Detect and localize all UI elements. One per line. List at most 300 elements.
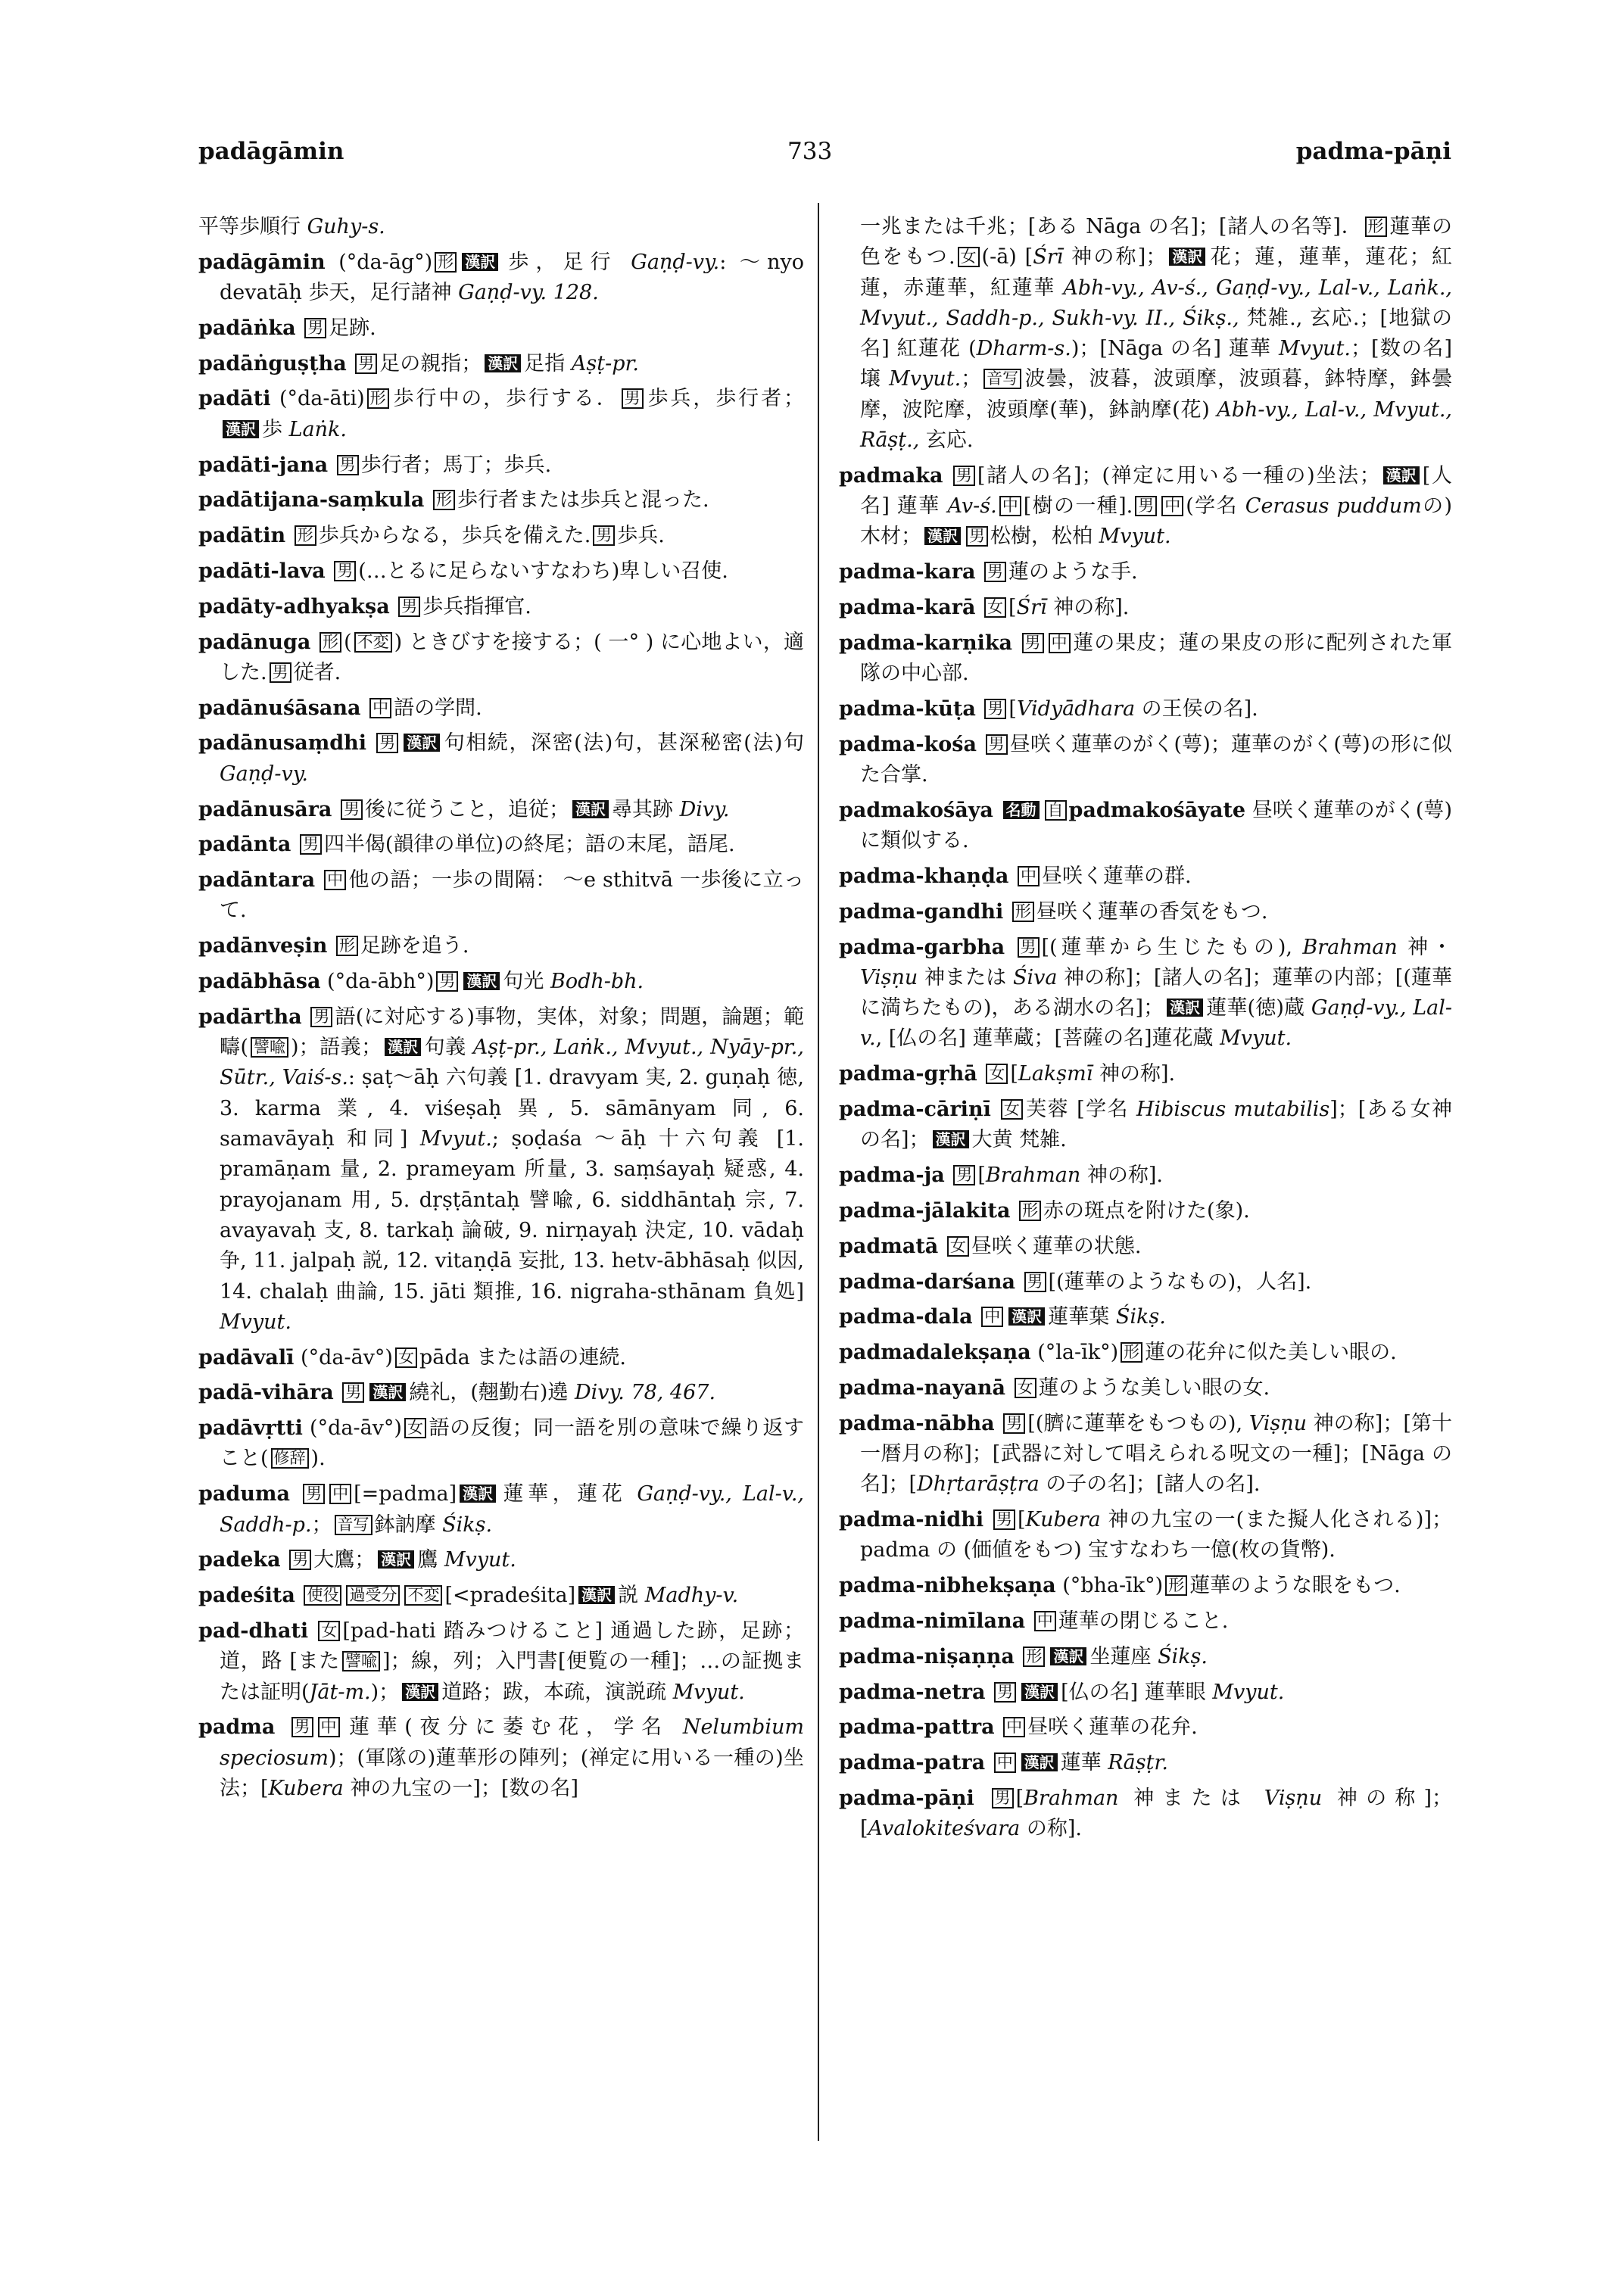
dictionary-entry (839, 1373, 1452, 1404)
entry-text: [人名] 蓮華 (860, 463, 1452, 519)
dictionary-entry (198, 628, 804, 689)
dictionary-entry (839, 1784, 1452, 1845)
pos-badge: 中 (1049, 633, 1071, 653)
entry-text: 昼咲く蓮華の香気をもつ. (1036, 899, 1268, 924)
entry-text: 蓮華 (1060, 1751, 1102, 1775)
dictionary-entry-continued (839, 212, 1452, 456)
entry-text: 歩兵. (617, 524, 665, 548)
headword: padma-karā (839, 596, 976, 620)
entry-text: の称]. (1026, 1817, 1082, 1841)
translation-badge: 漢訳 (404, 734, 440, 752)
translation-badge: 漢訳 (1021, 1753, 1058, 1771)
entry-text: [仏の名] 蓮華眼 (1061, 1680, 1206, 1704)
dictionary-entry (198, 1581, 804, 1611)
entry-text: 昼咲く蓮華の状態. (971, 1234, 1142, 1258)
headword: padma-pāṇi (839, 1786, 974, 1810)
pos-badge: 中 (981, 1307, 1003, 1327)
entry-text: 一兆または千兆；[ある Nāga の名]；[諸人の名等]． (860, 215, 1363, 238)
entry-text: 道路；跋，本疏，演説疏 (441, 1680, 667, 1704)
pos-badge: 中 (369, 698, 391, 718)
entry-text: (°bha-īk°) (1062, 1574, 1164, 1598)
entry-text: 神または (1133, 1786, 1250, 1810)
header-left-headword: padāgāmin (198, 138, 344, 165)
entry-text: : ～nyo devatāḥ 歩天，足行諸神 (220, 250, 805, 305)
dictionary-entry (198, 728, 804, 790)
headword: padāntara (198, 868, 316, 893)
pos-badge: 男 (398, 597, 420, 617)
transliteration-badge: 音写 (983, 369, 1021, 389)
pos-badge: 中 (329, 1484, 351, 1504)
headword: padānusāra (198, 797, 332, 821)
entry-text: 四半偈(韻律の単位)の終尾；語の末尾，語尾. (323, 833, 735, 857)
headword: padāvalī (198, 1345, 295, 1369)
dictionary-entry (839, 933, 1452, 1055)
source-ref: Aṣṭ-pr., Laṅk., Mvyut., Nyāy-pr., Sūtr., Vaiś-s. (220, 1036, 804, 1090)
pos-badge: 形 (1121, 1342, 1142, 1363)
entry-text: 神の称]； (1071, 245, 1167, 269)
dictionary-entry (198, 1479, 804, 1541)
source-ref: Madhy-v. (644, 1584, 739, 1608)
source-ref: Mvyut. (1212, 1680, 1285, 1704)
deity-name: Viṣṇu (860, 965, 918, 989)
source-ref: Mvyut. (444, 1548, 516, 1572)
entry-text: ]；[ある女神の名]； (860, 1098, 1452, 1152)
headword: padāti-jana (198, 453, 329, 477)
pos-badge: 形 (367, 388, 389, 409)
pos-badge: 男 (1022, 633, 1044, 653)
entry-text: ) ときびすを接する；( 一° ) に心地よい，適した. (220, 630, 804, 684)
dictionary-entry (198, 967, 804, 997)
entry-text: 神の九宝の一]；[数の名] (350, 1776, 578, 1800)
dictionary-entry (839, 694, 1452, 724)
translation-badge: 漢訳 (223, 420, 259, 438)
entry-text: (-ā) [ (981, 245, 1033, 269)
entry-text: 神の称]. (1053, 596, 1130, 620)
entry-text: (°da-ābh°) (327, 970, 435, 994)
dictionary-entry (839, 796, 1452, 857)
dictionary-entry (839, 1232, 1452, 1262)
headword: padānta (198, 833, 291, 857)
source-ref: Gaṇḍ-vy. (631, 250, 720, 274)
pos-badge: 形 (336, 936, 358, 956)
pos-badge: 過受分 (346, 1585, 400, 1606)
entry-text: 歩兵，歩行者； (645, 387, 804, 411)
entry-text: , [仏の名] 蓮華蔵；[菩薩の名]蓮花蔵 (875, 1027, 1214, 1051)
pos-badge: 中 (1034, 1611, 1056, 1631)
deity-name: Viṣṇu (1264, 1786, 1323, 1810)
pos-badge: 男 (986, 734, 1008, 755)
pos-badge: 男 (337, 455, 359, 475)
dictionary-entry (198, 384, 804, 445)
entry-text: 句光 (503, 970, 544, 994)
dictionary-entry (198, 313, 804, 344)
dictionary-entry (839, 897, 1452, 927)
pos-badge: 男 (303, 1484, 325, 1504)
entry-text: ]；線，列；入門書[便覧の一種]；…の証拠または証明( (220, 1650, 804, 1704)
pos-badge: 男 (300, 834, 322, 855)
pos-badge: 男 (291, 1717, 313, 1737)
entry-text: 大鷹； (313, 1548, 376, 1572)
source-ref: Divy. 78, 467. (575, 1381, 716, 1405)
entry-text: 神の九宝の一(また擬人化される)]；padma の (価値をもつ) 宝すなわち一億(枚の貨幣). (860, 1508, 1452, 1562)
pos-badge: 形 (1012, 902, 1034, 922)
dictionary-entry (198, 592, 804, 622)
headword: padma-nibhekṣaṇa (839, 1574, 1056, 1598)
pos-badge: 形 (435, 252, 457, 273)
translation-badge: 漢訳 (1008, 1307, 1045, 1326)
entry-text: 神の称]. (1086, 1164, 1163, 1188)
headword: padānuga (198, 630, 311, 654)
entry-text: 足指 (524, 351, 566, 375)
entry-text: 説 (618, 1584, 639, 1608)
scientific-name: Nelumbium speciosum (220, 1715, 804, 1770)
headword: padānveṣin (198, 934, 328, 958)
dictionary-entry (198, 865, 804, 927)
entry-text: 昼咲く蓮華のがく(萼)に類似する. (860, 798, 1452, 853)
entry-text: 赤の斑点を附けた(象). (1043, 1198, 1250, 1223)
pos-badge: 自 (1045, 800, 1067, 821)
source-ref: Dharm-s. (976, 337, 1071, 361)
right-column (839, 212, 1452, 1849)
headword: padānuśāsana (198, 696, 361, 720)
pos-badge: 女 (404, 1418, 426, 1438)
pos-badge: 男 (334, 561, 356, 581)
entry-text: 昼咲く蓮華の花弁. (1027, 1715, 1198, 1740)
headword: padābhāsa (198, 970, 321, 994)
headword: padmadalekṣaṇa (839, 1341, 1031, 1365)
headword: padma-patra (839, 1751, 986, 1775)
pos-badge: 男 (622, 388, 644, 409)
entry-text: (°da-āti) (279, 387, 365, 411)
translation-badge: 漢訳 (402, 1683, 438, 1701)
entry-text: [ (1015, 1786, 1024, 1810)
entry-text: 蓮華の閉じること. (1058, 1609, 1229, 1633)
entry-text: (°da-āg°) (338, 250, 433, 274)
deity-name: Brahman (1302, 935, 1398, 959)
headword: padma-kūṭa (839, 696, 976, 721)
source-ref: Aṣṭ-pr. (571, 351, 640, 375)
dictionary-entry (839, 593, 1452, 623)
entry-text: [ (977, 1164, 986, 1188)
translation-badge: 漢訳 (572, 800, 609, 818)
dictionary-entry (839, 1748, 1452, 1778)
entry-text: 花；蓮，蓮華，蓮花；紅蓮，赤蓮華，紅蓮華 (860, 245, 1452, 300)
entry-text: )； (370, 1680, 400, 1704)
headword: paduma (198, 1482, 290, 1506)
pos-badge: 男 (994, 1682, 1016, 1703)
pos-badge: 男 (1135, 496, 1157, 516)
left-column (198, 212, 804, 1809)
entry-text: 蓮華の色をもつ. (860, 215, 1453, 269)
source-ref: Mvyut. (1220, 1027, 1292, 1051)
entry-text: 大黄 (971, 1128, 1013, 1152)
dictionary-entry (198, 1378, 804, 1408)
entry-text: 波曇，波暮，波頭摩，波頭暮，鉢特摩，鉢曇摩，波陀摩，波頭摩(華)，鉢訥摩(花) (860, 367, 1452, 422)
entry-text: (°da-āv°) (301, 1345, 393, 1369)
entry-text: : ṣaṭ～āḥ 六句義 [1. dravyam 実, 2. guṇaḥ 徳, 3. karma 業, 4. viśeṣaḥ 異, 5. sāmānyam 同, 6. samavāyaḥ 和同] (220, 1066, 805, 1151)
pos-badge: 男 (1018, 937, 1040, 958)
entry-text: 蓮のような手. (1008, 560, 1138, 584)
dictionary-entry (839, 628, 1452, 690)
source-ref: Gaṇḍ-vy., Lal-v. (860, 996, 1452, 1051)
pos-badge: 男 (304, 318, 326, 338)
headword: padātin (198, 524, 286, 548)
pos-badge: 形 (320, 632, 341, 653)
dictionary-entry (839, 1606, 1452, 1637)
entry-text: 松樹，松柏 (990, 525, 1093, 549)
translation-badge: 漢訳 (378, 1550, 414, 1569)
headword: padātijana-saṃkula (198, 488, 425, 512)
pos-badge: 譬喩 (251, 1037, 288, 1058)
translation-badge: 漢訳 (1021, 1683, 1058, 1701)
headword: padma-cāriṇī (839, 1098, 991, 1122)
headword: padāty-adhyakṣa (198, 594, 390, 618)
headword: padma-pattra (839, 1715, 995, 1740)
dictionary-entry (839, 1267, 1452, 1298)
source-ref: Laṅk. (288, 417, 347, 441)
headword: padeka (198, 1548, 281, 1572)
entry-text: 神・ (1407, 935, 1452, 959)
headword: padma-dala (839, 1305, 973, 1329)
entry-text: ；[数の名] 壌 (860, 337, 1452, 391)
translation-badge: 漢訳 (485, 354, 521, 372)
dictionary-entry (198, 1413, 804, 1475)
dictionary-entry (198, 521, 804, 551)
entry-text: [ (1010, 1062, 1018, 1086)
dictionary-entry (198, 1616, 804, 1708)
headword: padāti-lava (198, 559, 326, 583)
entry-text: 梵雑., 玄応.；[地獄の名] 紅蓮花 ( (860, 306, 1452, 361)
headword: padmatā (839, 1234, 939, 1258)
dictionary-entry (198, 212, 804, 242)
pos-badge: 女 (1001, 1099, 1023, 1120)
deity-name: Kubera (268, 1776, 344, 1800)
pos-badge: 女 (1015, 1378, 1036, 1398)
dictionary-entry (198, 795, 804, 825)
deity-name: Śrī (1016, 596, 1047, 620)
deity-name: Lakṣmī (1018, 1062, 1093, 1086)
entry-text: 歩行中の，歩行する． (391, 387, 619, 411)
entry-text: ； (961, 367, 982, 391)
pos-badge: 男 (270, 662, 291, 683)
headword: padma-khaṇḍa (839, 864, 1009, 888)
deity-name: Viṣṇu (1248, 1411, 1307, 1435)
headword: padma-jālakita (839, 1198, 1011, 1223)
pos-badge: 男 (355, 354, 377, 374)
dictionary-entry (839, 461, 1452, 553)
headword: padāṅka (198, 316, 296, 340)
headword: padma-nayanā (839, 1375, 1005, 1400)
source-ref: Jāt-m. (309, 1680, 371, 1704)
dictionary-entry (839, 1196, 1452, 1226)
entry-text: 句義 (424, 1036, 466, 1060)
entry-text: 後に従うこと，追従； (365, 797, 570, 821)
dictionary-entry (839, 1505, 1452, 1566)
headword: padma-kośa (839, 732, 977, 756)
entry-text: (学名 (1186, 494, 1238, 519)
entry-text: 蓮華葉 (1048, 1305, 1110, 1329)
entry-text: pāda または語の連続. (419, 1345, 626, 1369)
dictionary-entry (839, 1302, 1452, 1332)
source-ref: Mvyut. (419, 1127, 492, 1151)
source-ref: Abh-vy., Av-ś., Gaṇḍ-vy., Lal-v., Laṅk., Mvyut., Saddh-p., Sukh-vy. II., Śikṣ., (860, 276, 1452, 330)
entry-text: 繞礼，(翹勤右)遶 (409, 1381, 569, 1405)
entry-text: 蓮の果皮；蓮の果皮の形に配列された軍隊の中心部. (860, 631, 1452, 686)
entry-text: [ (1017, 1508, 1026, 1532)
dictionary-entry (839, 1678, 1452, 1708)
scientific-name: Cerasus puddum (1245, 494, 1422, 519)
dictionary-entry (839, 1161, 1452, 1191)
pos-badge: 形 (1023, 1647, 1045, 1667)
translation-badge: 漢訳 (1050, 1647, 1086, 1665)
dictionary-entry (198, 1712, 804, 1804)
entry-text: [pad-hati 踏みつけること] 通過した跡，足跡；道，路 [また (220, 1618, 804, 1674)
headword: padma-gṛhā (839, 1062, 977, 1086)
pos-badge: 男 (953, 1165, 975, 1185)
dictionary-entry (839, 1095, 1452, 1156)
translation-badge: 漢訳 (1383, 466, 1420, 484)
headword: padā-vihāra (198, 1381, 334, 1405)
pos-badge: 男 (341, 799, 363, 820)
entry-text: [(臍に蓮華をもつもの), (1027, 1411, 1243, 1435)
entry-text: 平等歩順行 (198, 215, 301, 238)
entry-text: )；[Nāga の名] 蓮華 (1071, 337, 1272, 361)
dictionary-entry (198, 349, 804, 379)
pos-badge: 男 (992, 1788, 1014, 1809)
entry-text: 歩，足行 (501, 250, 618, 274)
entry-text: 歩行者；馬丁；歩兵. (360, 453, 552, 477)
source-ref: Mvyut. (672, 1680, 745, 1704)
entry-text: 蓮華(夜分に萎む花，学名 (341, 1715, 669, 1740)
entry-text: 歩兵指揮官. (422, 594, 531, 618)
entry-text: 神の称]. (1099, 1062, 1176, 1086)
pos-badge: 不変 (354, 632, 392, 653)
source-ref: Gaṇḍ-vy., Lal-v., Saddh-p. (220, 1482, 804, 1537)
dictionary-entry (198, 693, 804, 724)
deity-name: Brahman (985, 1164, 1081, 1188)
dictionary-entry (839, 1409, 1452, 1500)
headword: padānusaṃdhi (198, 731, 367, 756)
dictionary-entry (839, 730, 1452, 791)
dictionary-entry (198, 1545, 804, 1575)
entry-text: 尋其跡 (612, 797, 674, 821)
entry-text: 鷹 (417, 1548, 438, 1572)
source-ref: Guhy-s. (307, 215, 385, 238)
entry-text: 坐蓮座 (1089, 1644, 1152, 1668)
pos-badge: 女 (986, 1064, 1008, 1084)
entry-text: [(蓮華のようなもの)，人名]. (1048, 1270, 1312, 1294)
entry-text: [樹の一種]. (1023, 494, 1133, 519)
entry-text: 歩 (262, 417, 282, 441)
source-ref: Gaṇḍ-vy. 128. (458, 281, 599, 305)
headword: padāgāmin (198, 250, 326, 274)
deity-name: Śrī (1033, 245, 1064, 269)
pos-badge: 男 (1024, 1272, 1046, 1292)
column-divider (818, 203, 819, 2141)
dictionary-entry (198, 248, 804, 309)
entry-text: 歩兵からなる，歩兵を備えた. (318, 524, 591, 548)
headword: padma-kara (839, 560, 976, 584)
pos-badge: 名動 (1003, 801, 1040, 819)
pos-badge: 女 (947, 1236, 969, 1257)
dictionary-entry (198, 450, 804, 481)
dictionary-entry (839, 1571, 1452, 1601)
entry-text: 語(に対応する)事物，実体，対象；問題，論題；範疇( (220, 1005, 804, 1060)
translation-badge: 漢訳 (385, 1038, 421, 1056)
deity-name: Vidyādhara (1016, 696, 1136, 721)
dictionary-entry (198, 830, 804, 860)
entry-text: 歩行者または歩兵と混った. (457, 488, 709, 512)
headword: padma-nidhi (839, 1508, 984, 1532)
entry-text: [=padma] (354, 1482, 457, 1506)
pos-badge: 中 (1003, 1717, 1025, 1737)
page-number: 733 (787, 138, 833, 165)
pos-badge: 形 (1365, 217, 1387, 237)
entry-text: [(蓮華から生じたもの), (1041, 935, 1292, 959)
entry-text: 神の称]；[ (860, 1786, 1452, 1841)
deity-name: Śiva (1012, 965, 1058, 989)
dictionary-entry (839, 557, 1452, 587)
transliteration-badge: 音写 (335, 1515, 372, 1535)
pos-badge: 男 (993, 1509, 1015, 1530)
source-ref: Mvyut. (220, 1310, 291, 1334)
entry-text: 蓮華，蓮花 (499, 1482, 627, 1506)
pos-badge: 男 (436, 971, 458, 992)
pos-badge: 男 (966, 526, 988, 547)
source-ref: Av-ś. (947, 494, 997, 519)
source-ref: Śikṣ. (442, 1513, 493, 1537)
translation-badge: 漢訳 (924, 527, 961, 545)
pos-badge: 不変 (404, 1585, 442, 1606)
pos-badge: 男 (984, 562, 1006, 582)
entry-text: )；(軍隊の)蓮華形の陣列；(禅定に用いる一種の)坐法；[ (220, 1746, 804, 1800)
pos-badge: 中 (994, 1752, 1016, 1773)
headword: padma-nābha (839, 1411, 995, 1435)
dictionary-entry (198, 556, 804, 587)
translation-badge: 漢訳 (369, 1383, 406, 1401)
headword: padma-darśana (839, 1270, 1015, 1294)
deity-name: Brahman (1024, 1786, 1119, 1810)
translation-badge: 漢訳 (1167, 999, 1203, 1017)
entry-text: ). (310, 1447, 326, 1471)
deity-name: Kubera (1025, 1508, 1101, 1532)
headword: padeśita (198, 1584, 295, 1608)
source-ref: Divy. (679, 797, 730, 821)
source-ref: Śikṣ. (1158, 1644, 1208, 1668)
pos-badge: 中 (1018, 866, 1040, 886)
entry-text: 玄応. (925, 428, 974, 453)
entry-text: の子の名]；[諸人の名]. (1046, 1472, 1261, 1497)
entry-text: 語の反復；同一語を別の意味で繰り返すこと( (220, 1416, 805, 1471)
entry-text: [諸人の名]；(禅定に用いる一種の)坐法； (977, 463, 1380, 488)
dictionary-entry (198, 931, 804, 961)
source-ref: Abh-vy., Lal-v., Mvyut., Rāṣṭ., (860, 397, 1452, 453)
dictionary-entry (839, 1642, 1452, 1672)
headword: padma-ja (839, 1164, 945, 1188)
headword: padāvṛtti (198, 1416, 303, 1441)
source-ref: Śikṣ. (1115, 1305, 1166, 1329)
entry-text: 足の親指； (379, 351, 482, 375)
entry-text: 神の称]；[諸人の名]；蓮華の内部；[(蓮華に満ちたもの)，ある湖水の名]； (860, 965, 1453, 1020)
headword: padma-gandhi (839, 899, 1004, 924)
entry-text: [ (1008, 696, 1017, 721)
entry-text: 神の称]；[第十一暦月の称]；[武器に対して唱えられる呪文の一種]；[Nāga の名]；[ (860, 1411, 1452, 1497)
person-name: Dhṛtarāṣṭra (917, 1472, 1040, 1497)
headword: pad-dhati (198, 1618, 309, 1643)
entry-text: (°da-āv°) (310, 1416, 402, 1441)
pos-badge: 男 (1003, 1413, 1025, 1434)
source-ref: Gaṇḍ-vy. (220, 762, 308, 786)
